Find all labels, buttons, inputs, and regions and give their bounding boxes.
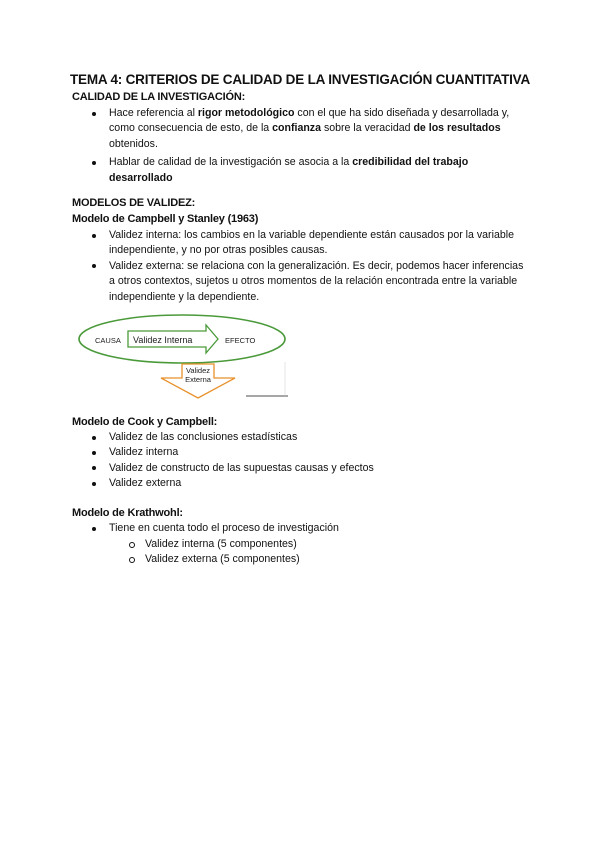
bold-text: de los resultados [413, 122, 501, 135]
validez-interna-label: Validez Interna [133, 335, 193, 345]
list-item: Validez interna [72, 445, 529, 460]
sub-list-item: Validez externa (5 componentes) [72, 552, 300, 567]
list-item [72, 106, 529, 152]
sub-list-item: Validez interna (5 componentes) [72, 537, 300, 552]
bold-text: rigor metodológico [197, 107, 295, 119]
page-title: TEMA 4: CRITERIOS DE CALIDAD DE LA INVESTIGACIÓN CUANTITATIVA [69, 72, 531, 87]
list-item [72, 259, 529, 305]
subheading-cook-campbell: Modelo de Cook y Campbell: [72, 416, 218, 428]
causa-label: CAUSA [95, 336, 121, 345]
efecto-label: EFECTO [225, 336, 256, 345]
subheading-krathwohl: Modelo de Krathwohl: [72, 507, 183, 519]
krathwohl-list [72, 521, 529, 536]
list-item [72, 155, 529, 186]
text: Validez interna: los cambios en la variable dependiente están causados por la variable [109, 229, 514, 241]
campbell-stanley-list [72, 228, 529, 305]
bold-text: confianza [272, 122, 321, 135]
bold-text: credibilidad del trabajo [352, 156, 469, 169]
list-item: Validez de constructo de las supuestas causas y efectos [72, 461, 529, 476]
validez-externa-label-1: Validez [185, 366, 211, 375]
subheading-campbell-stanley: Modelo de Campbell y Stanley (1963) [72, 213, 259, 225]
text: obtenidos. [109, 137, 158, 150]
text: Validez externa: se relaciona con la generalización. Es decir, podemos hacer inferencias [109, 259, 524, 272]
list-item [72, 228, 529, 259]
text: Hace referencia al [109, 107, 198, 119]
section-heading-modelos: MODELOS DE VALIDEZ: [72, 197, 196, 209]
text: independiente y la dependiente. [109, 290, 260, 303]
bold-text: desarrollado [109, 171, 173, 184]
list-item: Validez de las conclusiones estadísticas [72, 430, 529, 445]
list-item: Validez externa [72, 476, 529, 491]
text: sobre la veracidad [321, 122, 414, 135]
validez-externa-label-2: Externa [185, 375, 211, 384]
krathwohl-sub-list [72, 537, 300, 568]
text: con el que ha sido diseñada y desarrollada y, [294, 107, 510, 119]
section-heading-calidad: CALIDAD DE LA INVESTIGACIÓN: [72, 91, 246, 103]
cook-campbell-list [72, 430, 529, 492]
text: a otros contextos, sujetos u otros momentos de la relación encontrada entre la variable [109, 275, 518, 288]
text: Hablar de calidad de la investigación se asocia a la [109, 156, 353, 169]
calidad-list [72, 106, 529, 186]
validity-diagram [76, 312, 292, 402]
list-item: Tiene en cuenta todo el proceso de investigación [72, 521, 529, 536]
text: independiente, y no por otras posibles causas. [109, 244, 328, 257]
text: como consecuencia de esto, de la [109, 122, 273, 135]
